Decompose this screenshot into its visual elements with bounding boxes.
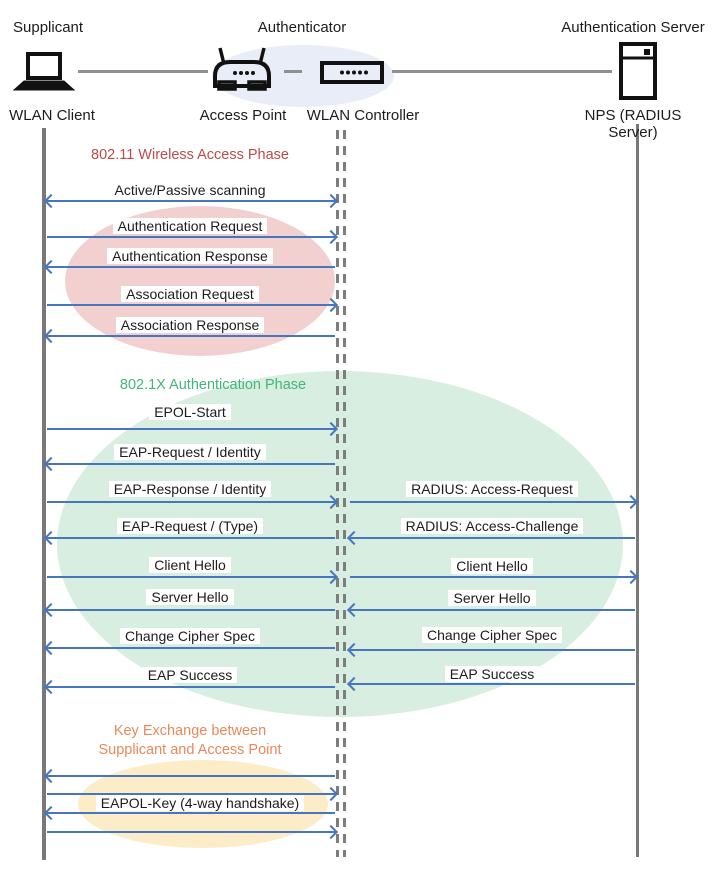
lifeline-authenticator-right [343,130,346,857]
actor-role-supplicant: Supplicant [13,19,84,36]
device-label-wlan-client: WLAN Client [9,107,95,124]
message-arrow-eapol-key-3 [45,807,337,819]
phase-title-dot1x: 802.1X Authentication Phase [119,377,307,393]
laptop-icon [12,52,76,92]
link-client-ap [78,70,208,73]
message-label: Change Cipher Spec [60,628,320,645]
device-label-access-point: Access Point [199,107,287,124]
device-label-nps-server: NPS (RADIUS Server) [584,107,682,141]
message-label: EAP Success [60,667,320,684]
message-label: RADIUS: Access-Request [372,481,612,498]
message-arrow-eapol-key-2 [45,788,337,800]
message-label: Server Hello [60,589,320,606]
message-label: EPOL-Start [60,404,320,421]
message-arrow-eapol-key-4 [45,826,337,838]
message-arrow-change-cipher-spec-radius [348,644,637,656]
message-label: Server Hello [372,590,612,607]
message-label: EAP-Request / (Type) [60,518,320,535]
phase-title-key-exchange-line1: Key Exchange between [113,723,267,739]
link-ap-controller [284,70,302,73]
link-controller-server [392,70,612,73]
message-label: Client Hello [60,557,320,574]
message-label: Client Hello [372,558,612,575]
message-arrow-epol-start [45,423,337,435]
phase-title-wireless: 802.11 Wireless Access Phase [91,147,289,163]
message-label: EAP Success [372,666,612,683]
message-label: RADIUS: Access-Challenge [372,518,612,535]
radius-server-icon [619,42,657,100]
message-label: Association Request [60,286,320,303]
message-label: Authentication Request [60,218,320,235]
phase-title-key-exchange [60,722,320,760]
message-label: Authentication Response [60,248,320,265]
message-label: Association Response [60,317,320,334]
phase-title-key-exchange-line2: Supplicant and Access Point [98,742,282,758]
message-arrow-eapol-key-1 [45,770,337,782]
wlan-controller-icon [320,61,384,84]
message-label: Change Cipher Spec [372,627,612,644]
actor-role-auth-server: Authentication Server [561,19,705,36]
message-label-eapol-key: EAPOL-Key (4-way handshake) [60,795,340,812]
message-label: Active/Passive scanning [60,182,320,199]
actor-role-authenticator: Authenticator [257,19,347,36]
lifeline-radius-server [636,124,639,857]
message-label: EAP-Request / Identity [60,444,320,461]
device-label-wlan-controller: WLAN Controller [306,107,420,124]
message-label: EAP-Response / Identity [60,481,320,498]
access-point-icon [210,46,274,92]
